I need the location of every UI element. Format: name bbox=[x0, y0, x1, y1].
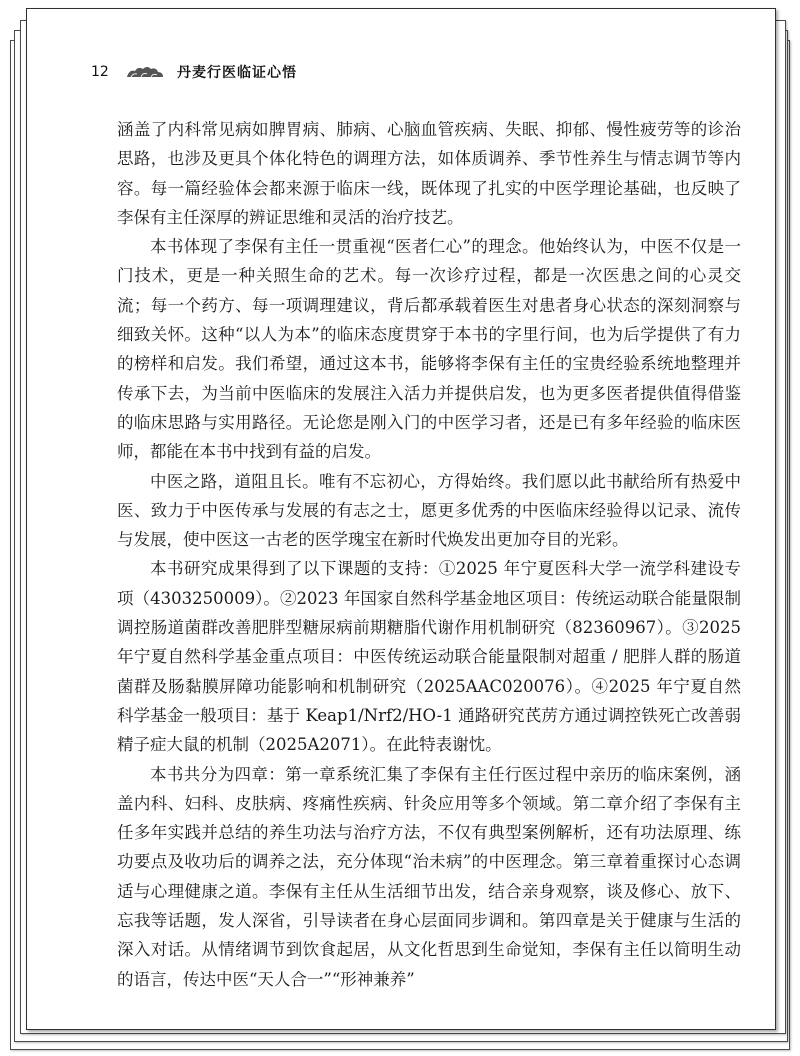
paragraph: 本书体现了李保有主任一贯重视“医者仁心”的理念。他始终认为，中医不仅是一门技术，更是一种关照生命的艺术。每一次诊疗过程，都是一次医患之间的心灵交流；每一个药方、每一项调理建议，背后都承载着医生对患者身心状态的深刻洞察与细致关怀。这种“以人为本”的临床态度贯穿于本书的字里行间，也为后学提供了有力的榜样和启发。我们希望，通过这本书，能够将李保有主任的宝贵经验系统地整理并传承下去，为当前中医临床的发展注入活力并提供启发，也为更多医者提供值得借鉴的临床思路与实用路径。无论您是刚入门的中医学习者，还是已有多年经验的临床医师，都能在本书中找到有益的启发。 bbox=[117, 237, 741, 462]
paragraph: 涵盖了内科常见病如脾胃病、肺病、心脑血管疾病、失眠、抑郁、慢性疲劳等的诊治思路，也涉及更具个体化特色的调理方法，如体质调养、季节性养生与情志调节等内容。每一篇经验体会都来源于临床一线，既体现了扎实的中医学理论基础，也反映了李保有主任深厚的辨证思维和灵活的治疗技艺。 bbox=[117, 120, 741, 227]
book-page bbox=[26, 8, 776, 1030]
decorative-cloud-ornament-icon bbox=[125, 65, 165, 79]
running-header bbox=[91, 61, 297, 83]
paragraph: 本书研究成果得到了以下课题的支持：①2025 年宁夏医科大学一流学科建设专项（4303250009）。②2023 年国家自然科学基金地区项目：传统运动联合能量限制调控肠道菌群改善肥胖型糖尿病前期糖脂代谢作用机制研究（82360967）。③2025 年宁夏自然科学基金重点项目：中医传统运动联合能量限制对超重 / 肥胖人群的肠道菌群及肠黏膜屏障功能影响和机制研究（2025AAC020076）。④2025 年宁夏自然科学基金一般项目：基于 Keap1/Nrf2/HO-1 通路研究芪苈方通过调控铁死亡改善弱精子症大鼠的机制（2025A2071）。在此特表谢忱。 bbox=[117, 559, 741, 755]
paragraph: 中医之路，道阻且长。唯有不忘初心，方得始终。我们愿以此书献给所有热爱中医、致力于中医传承与发展的有志之士，愿更多优秀的中医临床经验得以记录、流传与发展，使中医这一古老的医学瑰宝在新时代焕发出更加夺目的光彩。 bbox=[117, 471, 741, 550]
page-number: 12 bbox=[91, 64, 109, 80]
book-title: 丹麦行医临证心悟 bbox=[177, 65, 297, 81]
paragraph: 本书共分为四章：第一章系统汇集了李保有主任行医过程中亲历的临床案例，涵盖内科、妇科、皮肤病、疼痛性疾病、针灸应用等多个领域。第二章介绍了李保有主任多年实践并总结的养生功法与治疗方法，不仅有典型案例解析，还有功法原理、练功要点及收功后的调养之法，充分体现“治未病”的中医理念。第三章着重探讨心态调适与心理健康之道。李保有主任从生活细节出发，结合亲身观察，谈及修心、放下、忘我等话题，发人深省，引导读者在身心层面同步调和。第四章是关于健康与生活的深入对话。从情绪调节到饮食起居，从文化哲思到生命觉知，李保有主任以简明生动的语言，传达中医“天人合一”“形神兼养” bbox=[117, 764, 741, 989]
body-text bbox=[117, 115, 741, 994]
